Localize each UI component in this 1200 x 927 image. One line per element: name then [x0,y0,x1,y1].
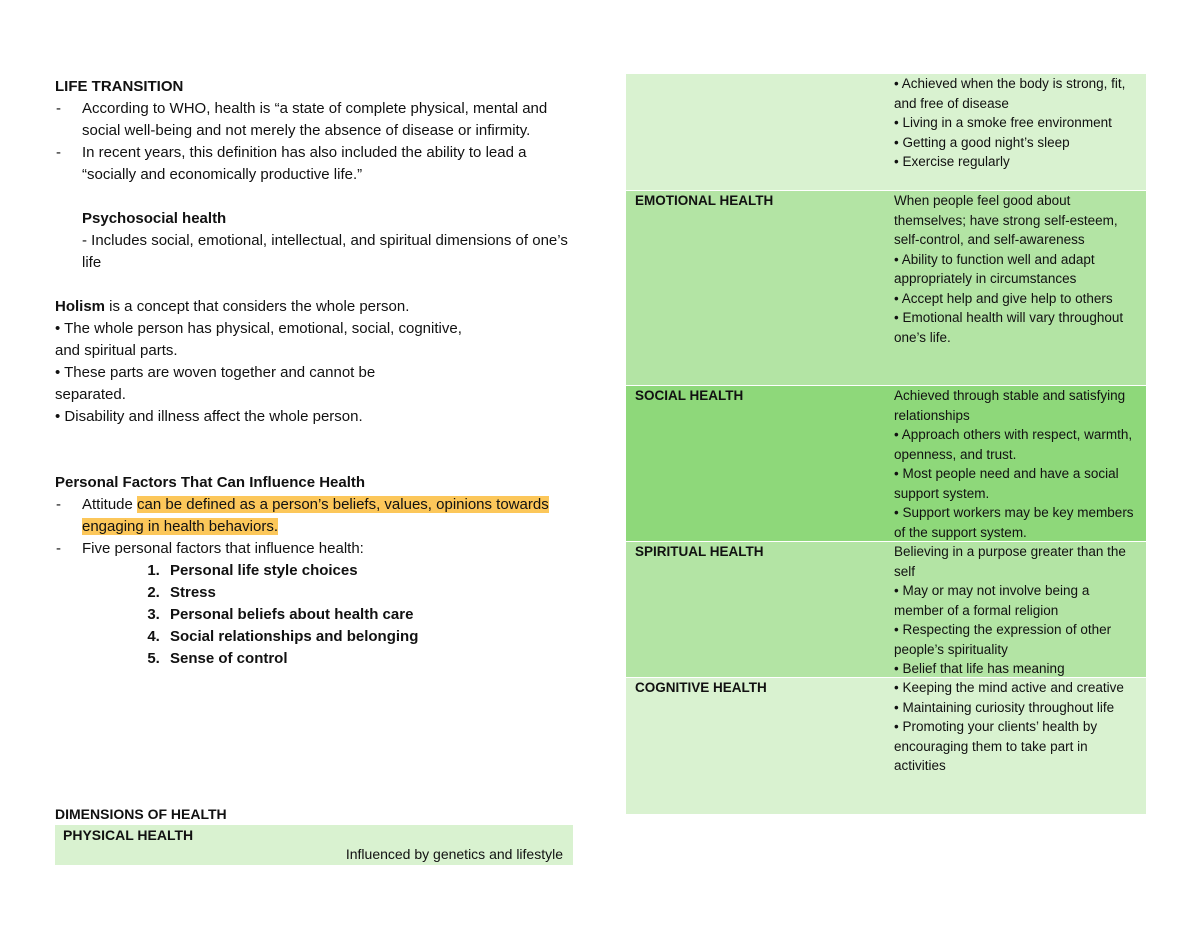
row-content [886,542,1146,677]
dimensions-title: DIMENSIONS OF HEALTH [55,806,227,822]
row-label: SPIRITUAL HEALTH [635,544,764,559]
holism-bullet: • The whole person has physical, emotional, social, cognitive, and spiritual parts. [55,320,462,359]
row-line: • Living in a smoke free environment [894,115,1112,130]
row-line: • Keeping the mind active and creative [894,680,1124,695]
table-row-cognitive [626,677,1146,814]
row-line: • May or may not involve being a member of a formal religion [894,583,1090,618]
row-label: EMOTIONAL HEALTH [635,193,774,208]
holism-bullet: • These parts are woven together and cannot be separated. [55,364,376,403]
row-line: When people feel good about themselves; have strong self-esteem, self-control, and self-awareness [894,193,1118,247]
row-line: • Respecting the expression of other people’s spirituality [894,622,1112,657]
attitude-highlight: can be defined as a person’s beliefs, values, opinions towards engaging in health behaviors. [82,496,549,535]
row-line: • Maintaining curiosity throughout life [894,699,1115,715]
row-line: • Support workers may be key members of the support system. [894,505,1134,540]
row-content [886,191,1146,385]
physical-health-value: Influenced by genetics and lifestyle [345,846,563,862]
table-row-social [626,385,1146,541]
who-definition: - According to WHO, health is “a state of complete physical, mental and social well-being and not merely the absence of disease or infirmity. [55,98,575,142]
row-content [886,386,1146,541]
psychosocial-title: Psychosocial health [82,210,227,227]
spacer [55,450,575,472]
spacer [55,428,575,450]
row-line: • Approach others with respect, warmth, openness, and trust. [894,427,1133,462]
left-column [55,76,575,670]
five-factors-intro: - Five personal factors that influence health: [55,538,575,560]
factor-item: 1. Personal life style choices [164,560,575,582]
recent-years-definition: - In recent years, this definition has also included the ability to lead a “socially and economically productive life.” [55,142,575,186]
psychosocial-text: - Includes social, emotional, intellectual, and spiritual dimensions of one’s life [82,232,568,271]
factor-item: 4. Social relationships and belonging [164,626,575,648]
row-label: SOCIAL HEALTH [635,388,744,403]
row-line: • Belief that life has meaning [894,661,1065,676]
physical-health-label: PHYSICAL HEALTH [63,827,194,843]
attitude-definition [55,494,575,538]
row-line: • Ability to function well and adapt appropriately in circumstances [894,251,1095,286]
spacer [55,186,575,208]
row-line: • Emotional health will vary throughout one’s life. [894,310,1124,345]
table-row-physical-continued [626,74,1146,190]
physical-health-row [55,825,573,865]
row-line: Achieved through stable and satisfying relationships [894,388,1126,423]
row-label [626,74,886,190]
factor-item: 5. Sense of control [164,648,575,670]
row-content [886,74,1146,190]
row-line: • Exercise regularly [894,154,1010,169]
spacer [55,274,575,296]
row-content [886,678,1146,814]
row-line: • Achieved when the body is strong, fit, and free of disease [894,76,1126,111]
row-line: • Promoting your clients’ health by encouraging them to take part in activities [894,719,1098,773]
factor-item: 2. Stress [164,582,575,604]
holism-definition [55,296,575,318]
row-line: • Getting a good night’s sleep [894,134,1070,150]
row-label: COGNITIVE HEALTH [635,680,767,695]
row-line: • Accept help and give help to others [894,290,1113,306]
row-line: Believing in a purpose greater than the self [894,544,1126,579]
holism-word: Holism [55,298,106,315]
section-title-life-transition: LIFE TRANSITION [55,78,184,95]
factor-item: 3. Personal beliefs about health care [164,604,575,626]
table-row-spiritual [626,541,1146,677]
attitude-word: Attitude [82,496,138,513]
row-line: • Most people need and have a social support system. [894,466,1119,501]
table-row-emotional [626,190,1146,385]
factors-list [55,560,575,670]
factors-title: Personal Factors That Can Influence Health [55,474,366,491]
holism-bullet: • Disability and illness affect the whole person. [55,408,363,425]
holism-rest: is a concept that considers the whole person. [105,298,410,315]
dimensions-table [626,74,1146,814]
